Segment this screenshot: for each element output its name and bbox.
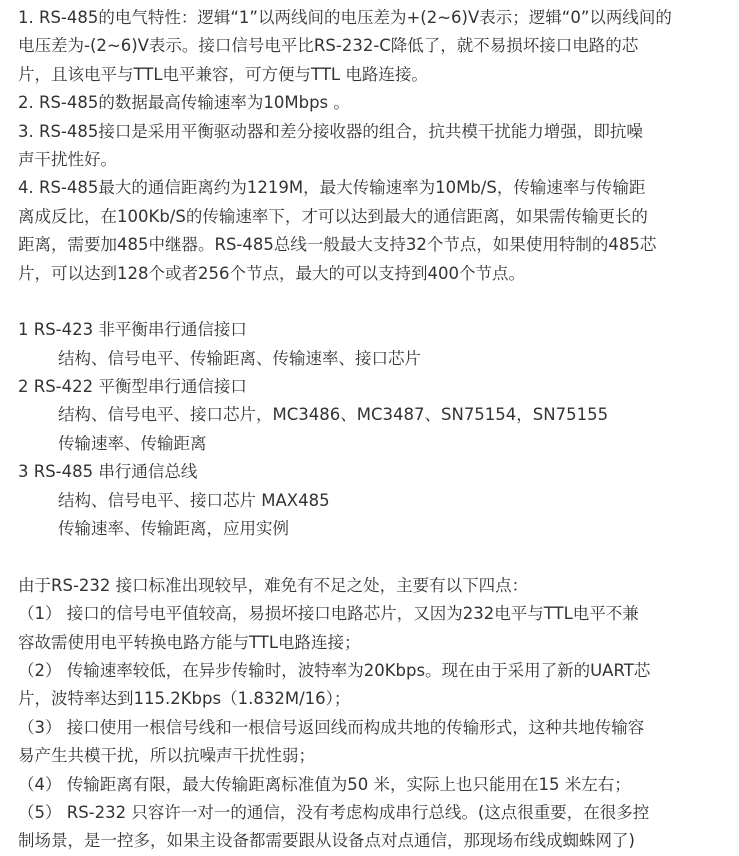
text-line: 离成反比，在100Kb/S的传输速率下，才可以达到最大的通信距离，如果需传输更长的 xyxy=(18,206,648,226)
rs485-item-1 xyxy=(18,4,724,89)
document-body xyxy=(18,4,724,856)
interface-heading: 2 RS-422 平衡型串行通信接口 xyxy=(18,377,247,397)
text-line: 容故需使用电平转换电路方能与TTL电路连接； xyxy=(18,632,361,652)
rs423-entry xyxy=(18,316,724,373)
text-line: 2. RS-485的数据最高传输速率为10Mbps 。 xyxy=(18,93,350,113)
rs485-entry xyxy=(18,458,724,543)
text-line: （3） 接口使用一根信号线和一根信号返回线而构成共地的传输形式，这种共地传输容 xyxy=(18,717,645,737)
text-line: 1. RS-485的电气特性：逻辑“1”以两线间的电压差为+(2~6)V表示；逻辑“0”以两线间的 xyxy=(18,8,672,27)
shortcoming-point-5 xyxy=(18,799,724,856)
section-intro: 由于RS-232 接口标准出现较早，难免有不足之处，主要有以下四点： xyxy=(18,575,529,595)
text-line: 电压差为-(2~6)V表示。接口信号电平比RS-232-C降低了，就不易损坏接口电路的芯 xyxy=(18,36,639,56)
text-line: 声干扰性好。 xyxy=(18,149,117,169)
rs232-shortcomings-section xyxy=(18,572,724,856)
text-line: （5） RS-232 只容许一对一的通信，没有考虑构成串行总线。(这点很重要，在很多控 xyxy=(18,802,650,822)
interface-outline-section xyxy=(18,316,724,543)
rs422-entry xyxy=(18,373,724,458)
blank-line xyxy=(18,288,724,316)
shortcoming-point-3 xyxy=(18,714,724,771)
text-line: 片，波特率达到115.2Kbps（1.832M/16）； xyxy=(18,689,351,709)
blank-line xyxy=(18,543,724,571)
text-line: 片，且该电平与TTL电平兼容，可方便与TTL 电路连接。 xyxy=(18,64,428,84)
shortcoming-point-4 xyxy=(18,771,724,799)
interface-detail: 结构、信号电平、接口芯片 MAX485 xyxy=(58,490,330,510)
text-line: （4） 传输距离有限，最大传输距离标准值为50 米，实际上也只能用在15 米左右； xyxy=(18,774,631,794)
text-line: 3. RS-485接口是采用平衡驱动器和差分接收器的组合，抗共模干扰能力增强，即抗噪 xyxy=(18,121,643,141)
shortcoming-point-2 xyxy=(18,657,724,714)
text-line: 4. RS-485最大的通信距离约为1219M，最大传输速率为10Mb/S，传输速率与传输距 xyxy=(18,178,646,198)
interface-detail: 结构、信号电平、接口芯片，MC3486、MC3487、SN75154，SN75155 xyxy=(58,405,609,425)
shortcoming-point-1 xyxy=(18,600,724,657)
rs485-item-2 xyxy=(18,89,724,117)
text-line: （1） 接口的信号电平值较高，易损坏接口电路芯片，又因为232电平与TTL电平不兼 xyxy=(18,604,639,624)
interface-detail: 传输速率、传输距离 xyxy=(58,433,207,453)
interface-heading: 3 RS-485 串行通信总线 xyxy=(18,462,198,482)
rs485-item-4 xyxy=(18,174,724,288)
text-line: （2） 传输速率较低，在异步传输时，波特率为20Kbps。现在由于采用了新的UART芯 xyxy=(18,660,651,680)
text-line: 易产生共模干扰，所以抗噪声干扰性弱； xyxy=(18,746,315,766)
text-line: 片，可以达到128个或者256个节点，最大的可以支持到400个节点。 xyxy=(18,263,525,283)
rs485-characteristics-section xyxy=(18,4,724,288)
interface-detail: 传输速率、传输距离，应用实例 xyxy=(58,519,289,539)
rs485-item-3 xyxy=(18,118,724,175)
interface-heading: 1 RS-423 非平衡串行通信接口 xyxy=(18,320,247,340)
text-line: 制场景，是一控多，如果主设备都需要跟从设备点对点通信，那现场布线成蜘蛛网了) xyxy=(18,831,635,851)
interface-detail: 结构、信号电平、传输距离、传输速率、接口芯片 xyxy=(58,348,421,368)
text-line: 距离，需要加485中继器。RS-485总线一般最大支持32个节点，如果使用特制的485芯 xyxy=(18,235,657,255)
